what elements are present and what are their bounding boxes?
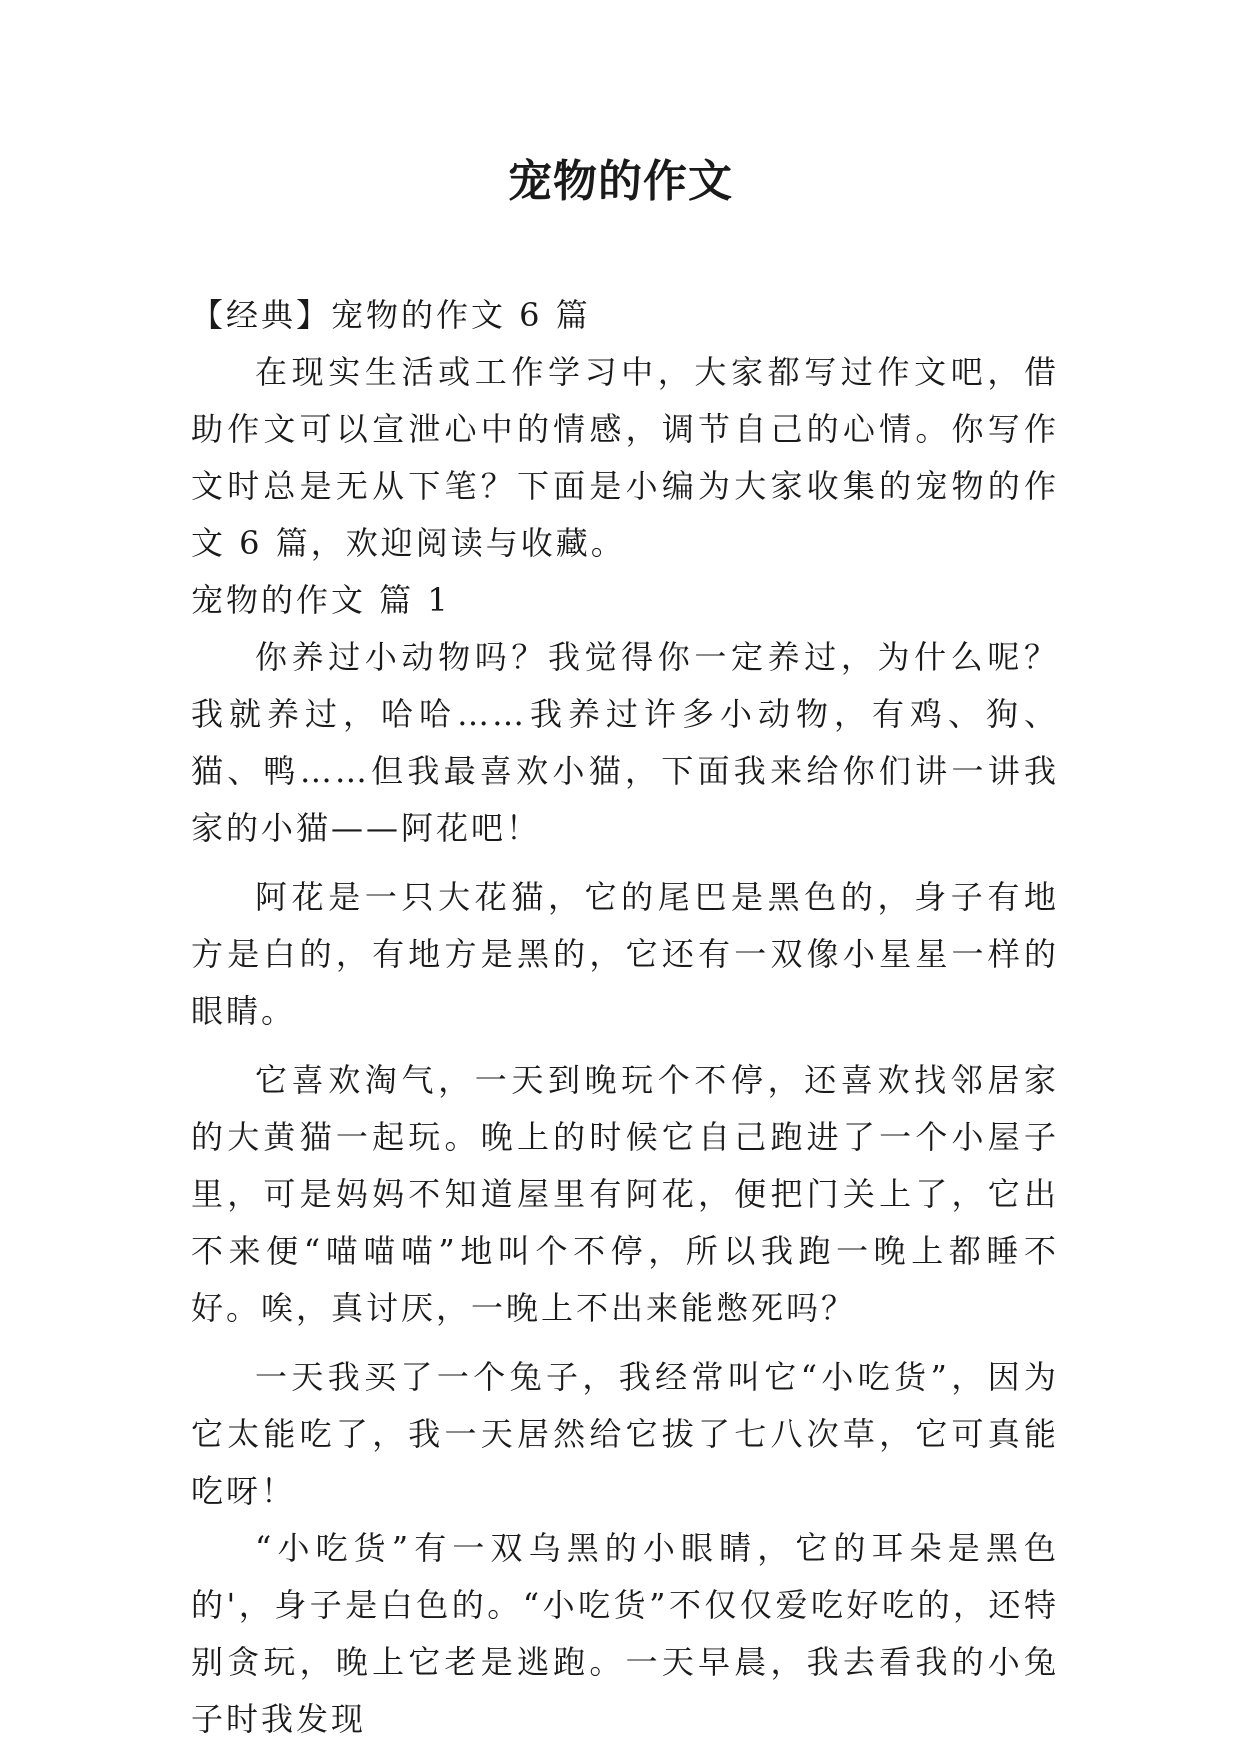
document-body xyxy=(191,287,1059,1748)
document-title: 宠物的作文 xyxy=(508,156,733,207)
body-paragraph: 你养过小动物吗？我觉得你一定养过，为什么呢？我就养过，哈哈……我养过许多小动物，有鸡、狗、猫、鸭……但我最喜欢小猫，下面我来给你们讲一讲我家的小猫——阿花吧！ xyxy=(191,638,1059,847)
body-paragraph: 阿花是一只大花猫，它的尾巴是黑色的，身子有地方是白的，有地方是黑的，它还有一双像小星星一样的眼睛。 xyxy=(191,878,1059,1030)
body-paragraph: 一天我买了一个兔子，我经常叫它“小吃货”，因为它太能吃了，我一天居然给它拔了七八次草，它可真能吃呀！ xyxy=(191,1358,1059,1510)
body-paragraph: 它喜欢淘气，一天到晚玩个不停，还喜欢找邻居家的大黄猫一起玩。晚上的时候它自己跑进了一个小屋子里，可是妈妈不知道屋里有阿花，便把门关上了，它出不来便“喵喵喵”地叫个不停，所以我跑一晚上都睡不好。唉，真讨厌，一晚上不出来能憋死吗？ xyxy=(191,1061,1059,1327)
intro-paragraph: 在现实生活或工作学习中，大家都写过作文吧，借助作文可以宣泄心中的情感，调节自己的心情。你写作文时总是无从下笔？下面是小编为大家收集的宠物的作文 6 篇，欢迎阅读与收藏。 xyxy=(191,353,1059,562)
document-subtitle: 【经典】宠物的作文 6 篇 xyxy=(191,296,591,334)
section-heading: 宠物的作文 篇 1 xyxy=(191,581,451,619)
body-paragraph: “小吃货”有一双乌黑的小眼睛，它的耳朵是黑色的'，身子是白色的。“小吃货”不仅仅爱吃好吃的，还特别贪玩，晚上它老是逃跑。一天早晨，我去看我的小兔子时我发现 xyxy=(191,1529,1059,1738)
